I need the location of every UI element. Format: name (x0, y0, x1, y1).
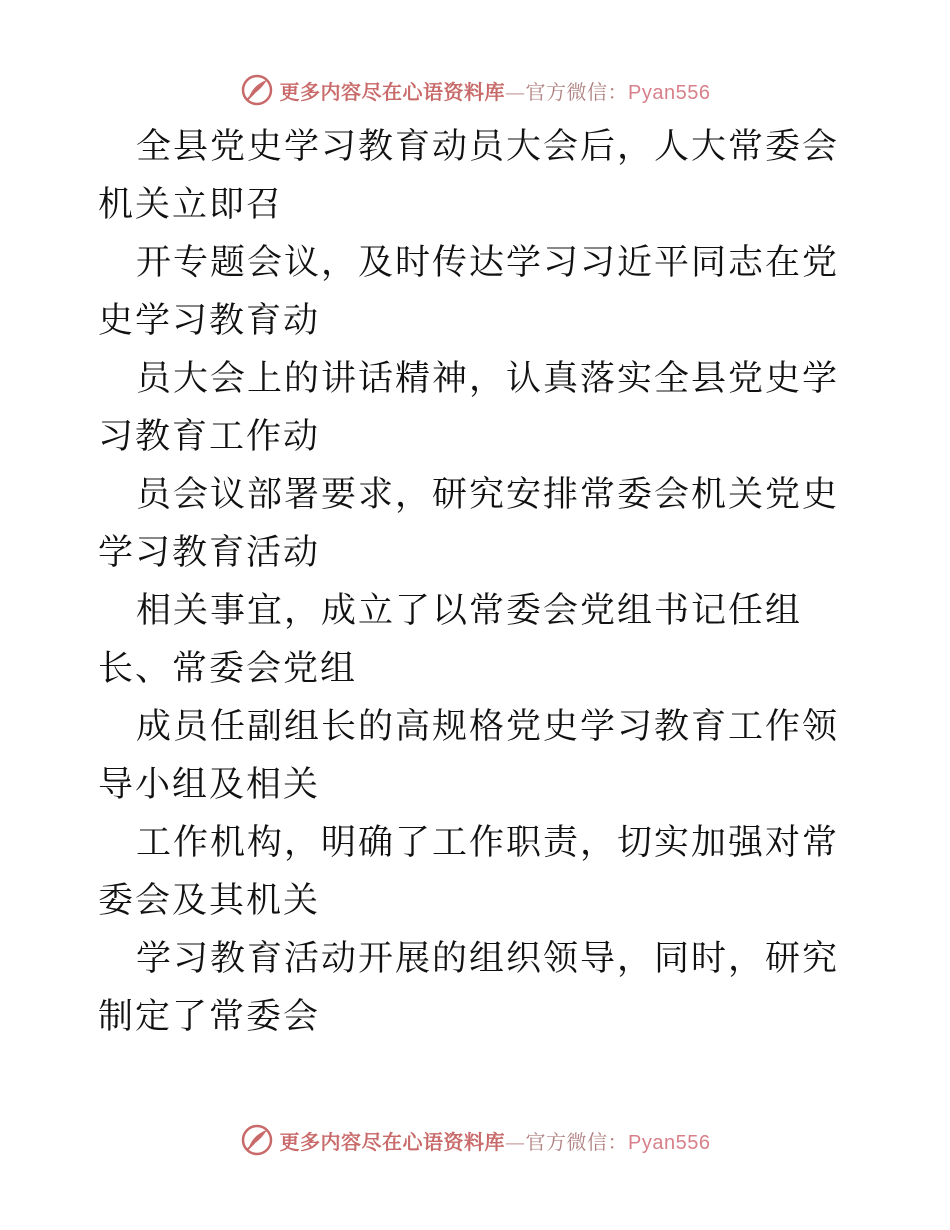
footer-banner-brand: 更多内容尽在心语资料库 (279, 1129, 506, 1154)
footer-banner-account: Pyan556 (628, 1131, 711, 1154)
header-watermark-banner (0, 68, 950, 112)
paragraph: 工作机构，明确了工作职责，切实加强对常委会及其机关 (98, 823, 840, 921)
feather-pen-logo-icon (240, 1123, 274, 1157)
document-body (98, 118, 858, 1046)
paragraph: 员会议部署要求，研究安排常委会机关党史学习教育活动 (98, 475, 840, 573)
paragraph: 成员任副组长的高规格党史学习教育工作领导小组及相关 (98, 707, 840, 805)
footer-banner-separator: — (505, 1129, 526, 1154)
footer-watermark-banner (0, 1118, 950, 1162)
header-banner-separator: — (505, 79, 526, 104)
header-banner-account: Pyan556 (628, 81, 711, 104)
paragraph: 开专题会议，及时传达学习习近平同志在党史学习教育动 (98, 243, 840, 341)
paragraph: 相关事宜，成立了以常委会党组书记任组长、常委会党组 (98, 591, 803, 689)
header-banner-brand: 更多内容尽在心语资料库 (279, 79, 506, 104)
feather-pen-logo-icon (240, 73, 274, 107)
paragraph: 员大会上的讲话精神，认真落实全县党史学习教育工作动 (98, 359, 840, 457)
paragraph: 学习教育活动开展的组织领导，同时，研究制定了常委会 (98, 939, 840, 1037)
paragraph: 全县党史学习教育动员大会后，人大常委会机关立即召 (98, 127, 840, 225)
header-banner-label: 官方微信： (525, 79, 629, 104)
footer-banner-label: 官方微信： (525, 1129, 629, 1154)
footer-banner-text (280, 1126, 711, 1155)
header-banner-text (280, 76, 711, 105)
